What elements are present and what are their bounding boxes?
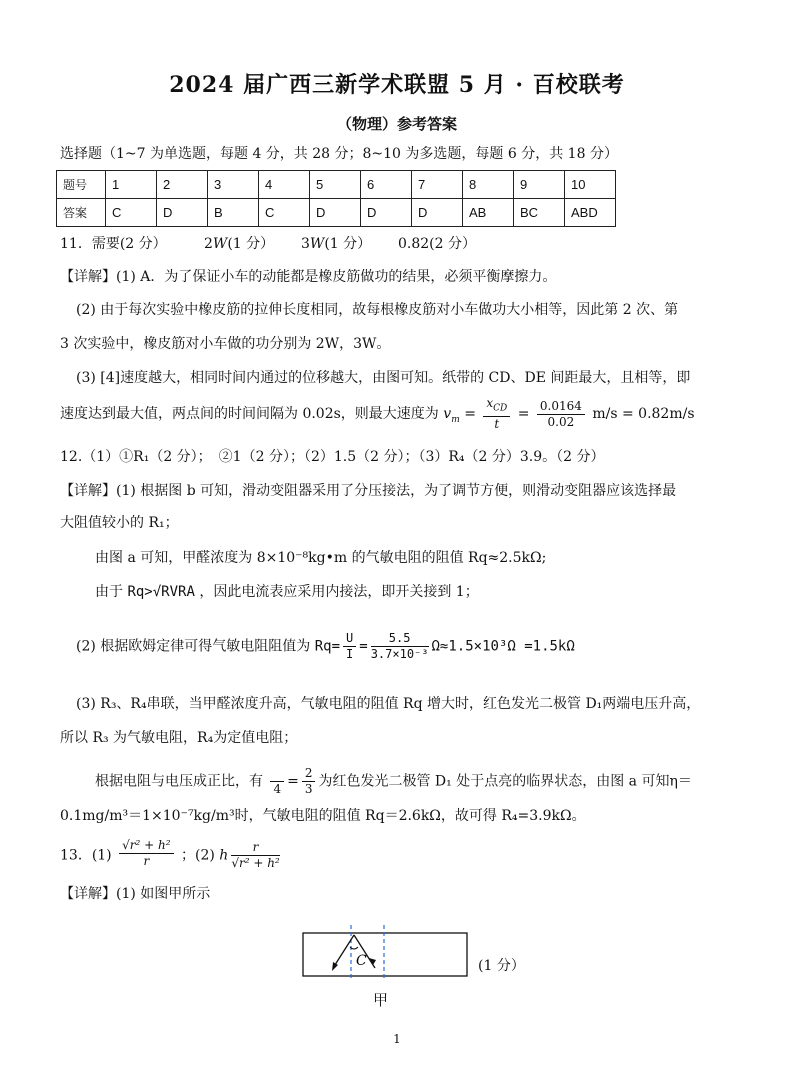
table-cell: 6	[361, 171, 412, 199]
q12-detail-6a: 根据电阻与电压成正比，有 4 = $\frac{2}{3}$ 为红色发光二极管 D₁ 处于点亮的临界状态，由图 a 可知η＝	[95, 766, 692, 796]
fraction-sqrt-r: $\frac{\text{√r² + h²}}{r}$	[119, 838, 173, 869]
q12-detail-1b: 大阻值较小的 R₁；	[60, 515, 179, 531]
table-cell: D	[412, 199, 463, 227]
page-number: 1	[393, 1032, 401, 1046]
q11-detail-1: 【详解】(1) A．为了保证小车的动能都是橡皮筋做功的结果，必须平衡摩擦力。	[60, 269, 557, 285]
q11-answer-b: 2W(1 分）	[204, 236, 275, 252]
choice-intro: 选择题（1~7 为单选题，每题 4 分，共 28 分；8~10 为多选题，每题 6 分，共 18 分）	[60, 146, 618, 162]
fraction-5-5: $\frac{5.5}{\text{3.7×10⁻³}}$	[370, 631, 429, 661]
answer-table	[56, 170, 616, 227]
table-cell: 8	[463, 171, 514, 199]
table-cell: D	[157, 199, 208, 227]
table-cell: 2	[157, 171, 208, 199]
q11-detail-2b: 3 次实验中，橡皮筋对小车做的功分别为 2W，3W。	[60, 336, 391, 352]
fraction-values: $\frac{0.0164}{0.02}$	[537, 399, 585, 430]
table-cell: BC	[514, 199, 565, 227]
q12-detail-4: (2) 根据欧姆定律可得气敏电阻阻值为 Rq= $\frac{U}{I}$ = $\frac{5.5}{\text{3.7×10⁻³}}$ Ω≈1.5×10³Ω =1.5kΩ	[76, 631, 575, 661]
q12-detail-6b: 0.1mg/m³＝1×10⁻⁷kg/m³时，气敏电阻的阻值 Rq＝2.6kΩ，故可得 R₄=3.9kΩ。	[60, 808, 586, 824]
refraction-figure	[300, 925, 472, 979]
table-cell: 4	[259, 171, 310, 199]
q12-detail-5b: 所以 R₃ 为气敏电阻，R₄为定值电阻；	[60, 730, 298, 746]
table-cell: 1	[106, 171, 157, 199]
q11-detail-3a: (3) [4]速度越大，相同时间内通过的位移越大，由图可知。纸带的 CD、DE 间距最大，且相等，即	[76, 370, 691, 386]
fraction-xcd-t: $\frac{x_{CD}}{t}$	[483, 396, 510, 432]
q11-answer-c: 3W(1 分）	[301, 236, 372, 252]
table-header-label: 题号	[57, 171, 106, 199]
figure-caption: 甲	[373, 991, 389, 1009]
q12-detail-5a: (3) R₃、R₄串联，当甲醛浓度升高，气敏电阻的阻值 Rq 增大时，红色发光二极管 D₁两端电压升高，	[76, 696, 701, 712]
table-cell: 10	[565, 171, 616, 199]
q12-detail-3: 由于 Rq>√RVRA ，因此电流表应采用内接法，即开关接到 1；	[95, 584, 479, 600]
fraction-u-i: $\frac{U}{I}$	[343, 631, 356, 662]
table-cell: D	[310, 199, 361, 227]
table-cell: C	[106, 199, 157, 227]
page-title: 2024 届广西三新学术联盟 5 月 · 百校联考	[169, 72, 625, 98]
fraction-2-3: $\frac{2}{3}$	[302, 766, 316, 797]
table-cell: 7	[412, 171, 463, 199]
q13-answer: 13．(1) $\frac{\text{√r² + h²}}{r}$ ；(2) h $\frac{r}{\text{√r² + h²}}$	[60, 838, 280, 870]
angle-label-c: C	[356, 953, 367, 969]
table-row-answers	[57, 199, 616, 227]
q13-detail-1: 【详解】(1) 如图甲所示	[60, 886, 211, 902]
q11-answer-a: 11．需要(2 分）	[60, 236, 167, 252]
glass-block	[303, 933, 467, 976]
table-cell: B	[208, 199, 259, 227]
q12-detail-2: 由图 a 可知，甲醛浓度为 8×10⁻⁸kg•m 的气敏电阻的阻值 Rq≈2.5kΩ;	[95, 550, 547, 566]
q11-detail-2a: (2) 由于每次实验中橡皮筋的拉伸长度相同，故每根橡皮筋对小车做功大小相等，因此第 2 次、第	[76, 302, 679, 318]
arrow-right-icon	[369, 958, 376, 965]
table-cell: 3	[208, 171, 259, 199]
figure-score: (1 分）	[478, 958, 525, 974]
fraction-r-sqrt: $\frac{r}{\text{√r² + h²}}$	[231, 840, 280, 870]
q12-answer: 12.（1）①R₁（2 分）； ②1（2 分）；（2）1.5（2 分）；（3）R₄（2 分）3.9。（2 分）	[60, 449, 605, 465]
table-header-label: 答案	[57, 199, 106, 227]
table-cell: 5	[310, 171, 361, 199]
page-subtitle: （物理）参考答案	[336, 115, 457, 133]
q12-detail-1a: 【详解】(1) 根据图 b 可知，滑动变阻器采用了分压接法，为了调节方便，则滑动变阻器应该选择最	[60, 483, 677, 499]
table-cell: ABD	[565, 199, 616, 227]
fraction-r-4: 4	[270, 766, 284, 797]
table-cell: D	[361, 199, 412, 227]
q11-detail-3b: 速度达到最大值，两点间的时间间隔为 0.02s，则最大速度为 $v_m$ = $\frac{x_{CD}}{t}$ = $\frac{0.0164}{0.02}$ m/s = 0.82m/s	[60, 396, 695, 432]
table-row-numbers	[57, 171, 616, 199]
table-cell: 9	[514, 171, 565, 199]
table-cell: C	[259, 199, 310, 227]
arrow-left-icon	[332, 962, 338, 971]
q11-answer-d: 0.82(2 分）	[398, 236, 476, 252]
table-cell: AB	[463, 199, 514, 227]
